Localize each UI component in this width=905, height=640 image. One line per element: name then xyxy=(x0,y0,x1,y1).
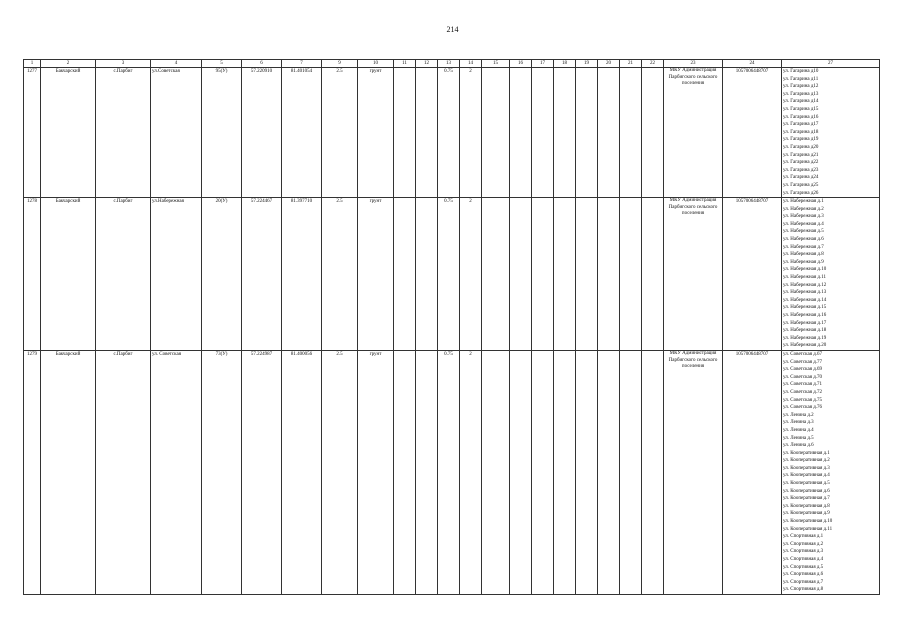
cell-empty xyxy=(598,198,620,351)
address-line: ул. Гагарина д16 xyxy=(783,114,819,120)
cell-empty xyxy=(642,68,664,198)
address-line: ул. Гагарина д14 xyxy=(783,99,819,105)
address-line: ул. Набережная д.1 xyxy=(783,199,824,205)
address-line: ул. Кооперативная д.3 xyxy=(783,465,830,471)
address-line: ул. Кооперативная д.8 xyxy=(783,503,830,509)
address-line: ул. Гагарина д24 xyxy=(783,175,819,181)
cell-longitude: 81.397710 xyxy=(282,198,322,351)
address-line: ул. Набережная д.4 xyxy=(783,221,824,227)
address-line: ул. Кооперативная д.5 xyxy=(783,481,830,487)
address-line: ул. Гагарина д20 xyxy=(783,144,819,150)
address-line: ул. Набережная д.13 xyxy=(783,290,827,296)
column-header: 22 xyxy=(642,60,664,68)
column-header: 10 xyxy=(358,60,394,68)
cell-surface: грунт xyxy=(358,350,394,594)
address-line: ул. Гагарина д21 xyxy=(783,152,819,158)
column-header: 27 xyxy=(782,60,880,68)
cell-ogrn: 1057006448707 xyxy=(723,198,782,351)
address-line: ул. Советская д.71 xyxy=(783,382,823,388)
cell-surface: грунт xyxy=(358,198,394,351)
column-header: 7 xyxy=(282,60,322,68)
address-line: ул. Спортивная д.1 xyxy=(783,534,824,540)
cell-area: 2.5 xyxy=(322,68,358,198)
address-line: ул. Набережная д.14 xyxy=(783,297,827,303)
cell-empty xyxy=(554,68,576,198)
column-header: 9 xyxy=(322,60,358,68)
address-line: ул. Набережная д.15 xyxy=(783,305,827,311)
table-row xyxy=(24,350,880,594)
cell-ogrn: 1057006448707 xyxy=(723,350,782,594)
address-line: ул. Набережная д.18 xyxy=(783,328,827,334)
cell-settlement: с.Парбиг xyxy=(96,350,151,594)
address-line: ул. Набережная д.19 xyxy=(783,335,827,341)
column-header: 23 xyxy=(664,60,723,68)
cell-empty xyxy=(620,350,642,594)
address-line: ул. Советская д.67 xyxy=(783,351,823,357)
address-line: ул. Кооперативная д.7 xyxy=(783,496,830,502)
cell-empty xyxy=(576,350,598,594)
address-line: ул. Кооперативная д.9 xyxy=(783,511,830,517)
cell-settlement: с.Парбиг xyxy=(96,198,151,351)
address-line: ул. Спортивная д.8 xyxy=(783,587,824,593)
address-line: ул. Советская д.76 xyxy=(783,405,823,411)
address-line: ул. Набережная д.3 xyxy=(783,214,824,220)
cell-empty xyxy=(532,68,554,198)
address-line: ул. Гагарина д19 xyxy=(783,137,819,143)
cell-empty xyxy=(576,198,598,351)
column-header: 2 xyxy=(41,60,96,68)
address-line: ул. Набережная д.7 xyxy=(783,244,824,250)
column-header: 5 xyxy=(202,60,242,68)
cell-latitude: 57.220910 xyxy=(242,68,282,198)
address-line: ул. Гагарина д18 xyxy=(783,129,819,135)
cell-street: ул.Набережная xyxy=(151,198,202,351)
column-header: 14 xyxy=(460,60,482,68)
cell-count: 2 xyxy=(460,350,482,594)
address-line: ул. Гагарина д26 xyxy=(783,190,819,196)
cell-empty xyxy=(416,68,438,198)
cell-site: 20(У) xyxy=(202,198,242,351)
cell-empty xyxy=(620,198,642,351)
address-line: ул. Спортивная д.5 xyxy=(783,564,824,570)
address-line: ул. Набережная д.11 xyxy=(783,275,827,281)
cell-volume: 0.75 xyxy=(438,68,460,198)
address-line: ул. Набережная д.8 xyxy=(783,252,824,258)
address-line: ул. Гагарина д10 xyxy=(783,69,819,74)
address-line: ул. Гагарина д13 xyxy=(783,91,819,97)
address-line: ул. Кооперативная д.10 xyxy=(783,519,833,525)
address-line: ул. Набережная д.17 xyxy=(783,320,827,326)
address-line: ул. Кооперативная д.1 xyxy=(783,450,830,456)
page-number: 214 xyxy=(446,25,459,34)
cell-volume: 0.75 xyxy=(438,198,460,351)
column-header: 19 xyxy=(576,60,598,68)
cell-district: Бакчарский xyxy=(41,198,96,351)
cell-empty xyxy=(642,198,664,351)
column-header: 21 xyxy=(620,60,642,68)
address-line: ул. Набережная д.20 xyxy=(783,343,827,349)
cell-empty xyxy=(510,68,532,198)
column-header: 13 xyxy=(438,60,460,68)
column-header: 15 xyxy=(482,60,510,68)
cell-empty xyxy=(416,350,438,594)
cell-empty xyxy=(598,350,620,594)
cell-empty xyxy=(482,350,510,594)
column-number-row xyxy=(24,60,880,68)
cell-empty xyxy=(482,68,510,198)
address-line: ул. Гагарина д22 xyxy=(783,160,819,166)
cell-empty xyxy=(554,350,576,594)
cell-district: Бакчарский xyxy=(41,68,96,198)
address-line: ул. Набережная д.9 xyxy=(783,259,824,265)
cell-empty xyxy=(394,350,416,594)
cell-number: 1279 xyxy=(24,350,41,594)
cell-settlement: с.Парбиг xyxy=(96,68,151,198)
address-line: ул. Набережная д.6 xyxy=(783,237,824,243)
column-header: 3 xyxy=(96,60,151,68)
address-line: ул. Гагарина д12 xyxy=(783,84,819,90)
cell-latitude: 57.224987 xyxy=(242,350,282,594)
address-line: ул. Советская д.69 xyxy=(783,367,823,373)
address-line: ул. Набережная д.2 xyxy=(783,206,824,212)
cell-empty xyxy=(416,198,438,351)
cell-empty xyxy=(482,198,510,351)
table-row xyxy=(24,198,880,351)
cell-area: 2.5 xyxy=(322,350,358,594)
address-line: ул. Ленина д.2 xyxy=(783,412,814,418)
cell-number: 1277 xyxy=(24,68,41,198)
cell-addresses xyxy=(782,350,880,594)
cell-longitude: 81.400056 xyxy=(282,350,322,594)
address-line: ул. Ленина д.3 xyxy=(783,420,814,426)
cell-empty xyxy=(642,350,664,594)
column-header: 16 xyxy=(510,60,532,68)
cell-empty xyxy=(554,198,576,351)
address-line: ул. Гагарина д25 xyxy=(783,182,819,188)
column-header: 12 xyxy=(416,60,438,68)
address-line: ул. Советская д.75 xyxy=(783,397,823,403)
address-line: ул. Набережная д.5 xyxy=(783,229,824,235)
cell-owner: МКУ Администрация Парбигского сельского поселения xyxy=(664,350,723,594)
cell-empty xyxy=(620,68,642,198)
address-line: ул. Ленина д.4 xyxy=(783,427,814,433)
cell-empty xyxy=(394,68,416,198)
column-header: 17 xyxy=(532,60,554,68)
cell-empty xyxy=(576,68,598,198)
table-row xyxy=(24,68,880,198)
column-header: 1 xyxy=(24,60,41,68)
cell-empty xyxy=(598,68,620,198)
column-header: 11 xyxy=(394,60,416,68)
cell-longitude: 81.401054 xyxy=(282,68,322,198)
cell-street: ул. Советская xyxy=(151,350,202,594)
cell-addresses xyxy=(782,68,880,198)
address-line: ул. Советская д.77 xyxy=(783,359,823,365)
address-line: ул. Гагарина д17 xyxy=(783,122,819,128)
address-line: ул. Спортивная д.4 xyxy=(783,557,824,562)
address-line: ул. Ленина д.5 xyxy=(783,435,814,441)
cell-site: 95(У) xyxy=(202,68,242,198)
address-line: ул. Кооперативная д.4 xyxy=(783,473,830,479)
column-header: 4 xyxy=(151,60,202,68)
address-line: ул. Кооперативная д.11 xyxy=(783,526,833,532)
address-line: ул. Спортивная д.3 xyxy=(783,549,824,555)
cell-owner: МКУ Администрация Парбигского сельского поселения xyxy=(664,68,723,198)
address-line: ул. Ленина д.6 xyxy=(783,443,814,449)
cell-empty xyxy=(510,198,532,351)
address-line: ул. Советская д.72 xyxy=(783,389,823,395)
address-line: ул. Спортивная д.2 xyxy=(783,541,824,547)
address-line: ул. Набережная д.10 xyxy=(783,267,827,273)
address-line: ул. Спортивная д.6 xyxy=(783,572,824,578)
cell-latitude: 57.224467 xyxy=(242,198,282,351)
cell-count: 2 xyxy=(460,198,482,351)
cell-empty xyxy=(394,198,416,351)
column-header: 20 xyxy=(598,60,620,68)
cell-empty xyxy=(532,350,554,594)
address-line: ул. Спортивная д.7 xyxy=(783,579,824,585)
cell-empty xyxy=(510,350,532,594)
address-line: ул. Гагарина д23 xyxy=(783,167,819,173)
cell-area: 2.5 xyxy=(322,198,358,351)
column-header: 24 xyxy=(723,60,782,68)
cell-ogrn: 1057006448707 xyxy=(723,68,782,198)
cell-volume: 0.75 xyxy=(438,350,460,594)
cell-owner: МКУ Администрация Парбигского сельского поселения xyxy=(664,198,723,351)
cell-surface: грунт xyxy=(358,68,394,198)
address-line: ул. Кооперативная д.6 xyxy=(783,488,830,494)
cell-empty xyxy=(532,198,554,351)
cell-street: ул.Советская xyxy=(151,68,202,198)
cell-number: 1278 xyxy=(24,198,41,351)
cell-addresses xyxy=(782,198,880,351)
address-line: ул. Советская д.70 xyxy=(783,374,823,380)
address-line: ул. Гагарина д11 xyxy=(783,76,819,82)
registry-table xyxy=(23,59,880,595)
address-line: ул. Набережная д.12 xyxy=(783,282,827,288)
cell-count: 2 xyxy=(460,68,482,198)
address-line: ул. Гагарина д15 xyxy=(783,106,819,112)
column-header: 6 xyxy=(242,60,282,68)
address-line: ул. Кооперативная д.2 xyxy=(783,458,830,464)
cell-district: Бакчарский xyxy=(41,350,96,594)
column-header: 18 xyxy=(554,60,576,68)
cell-site: 73(У) xyxy=(202,350,242,594)
address-line: ул. Набережная д.16 xyxy=(783,313,827,318)
